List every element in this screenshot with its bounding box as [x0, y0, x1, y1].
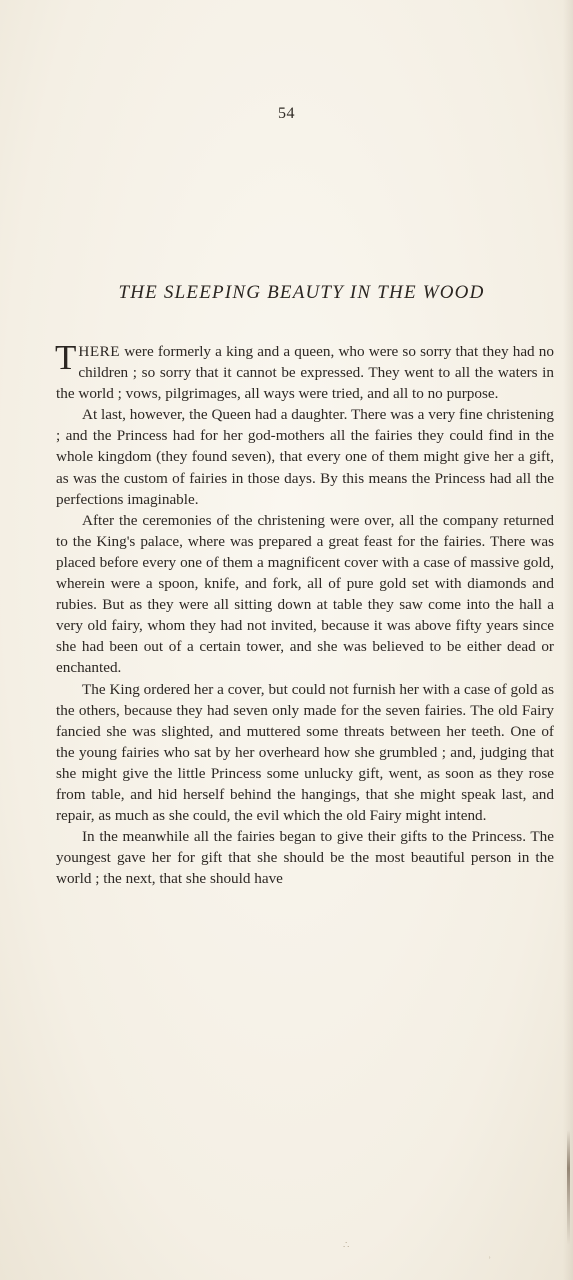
paragraph-4: The King ordered her a cover, but could not furnish her with a case of gold as the others, because they had seven only made for the seven fairies. The old Fairy fancied she was slighted, and muttered some threats between her teeth. One of the young fairies who sat by her overheard how she grumbled ; and, judging that she might give the little Princess some unlucky gift, went, as soon as they rose from table, and hid herself behind the hangings, that she might speak last, and repair, as much as she could, the evil which the old Fairy might intend.	[56, 680, 554, 825]
story-body	[55, 338, 554, 889]
paragraph-5: In the meanwhile all the fairies began to give their gifts to the Princess. The youngest gave her for gift that she should be the most beautiful person in the world ; the next, that she should have	[56, 828, 554, 888]
page-edge-mark	[567, 1130, 570, 1245]
page-number: 54	[278, 105, 295, 122]
drop-cap-letter: T	[55, 338, 77, 377]
paragraph-1	[55, 338, 554, 404]
paper-speck: ∴	[343, 1240, 350, 1251]
paragraph-1-first-word: HERE	[78, 343, 121, 360]
paragraph-1-text: were formerly a king and a queen, who were so sorry that they had no children ; so sorry that it cannot be expressed. They went to all the waters in the world ; vows, pilgrimages, all ways were tried, and all to no purpose.	[56, 343, 554, 403]
page-edge-shadow	[563, 0, 573, 1280]
paper-speck: ʾ	[488, 1256, 492, 1267]
story-title: THE SLEEPING BEAUTY IN THE WOOD	[118, 282, 485, 303]
paragraph-2: At last, however, the Queen had a daughter. There was a very fine christening ; and the Princess had for her god-mothers all the fairies they could find in the whole kingdom (they found seven), that every one of them might give her a gift, as was the custom of fairies in those days. By this means the Princess had all the perfections imaginable.	[56, 406, 554, 508]
paragraph-3: After the ceremonies of the christening were over, all the company returned to the King's palace, where was prepared a great feast for the fairies. There was placed before every one of them a magnificent cover with a case of massive gold, wherein were a spoon, knife, and fork, all of pure gold set with diamonds and rubies. But as they were all sitting down at table they saw come into the hall a very old fairy, whom they had not invited, because it was above fifty years since she had been out of a certain tower, and she was believed to be either dead or enchanted.	[56, 511, 554, 677]
